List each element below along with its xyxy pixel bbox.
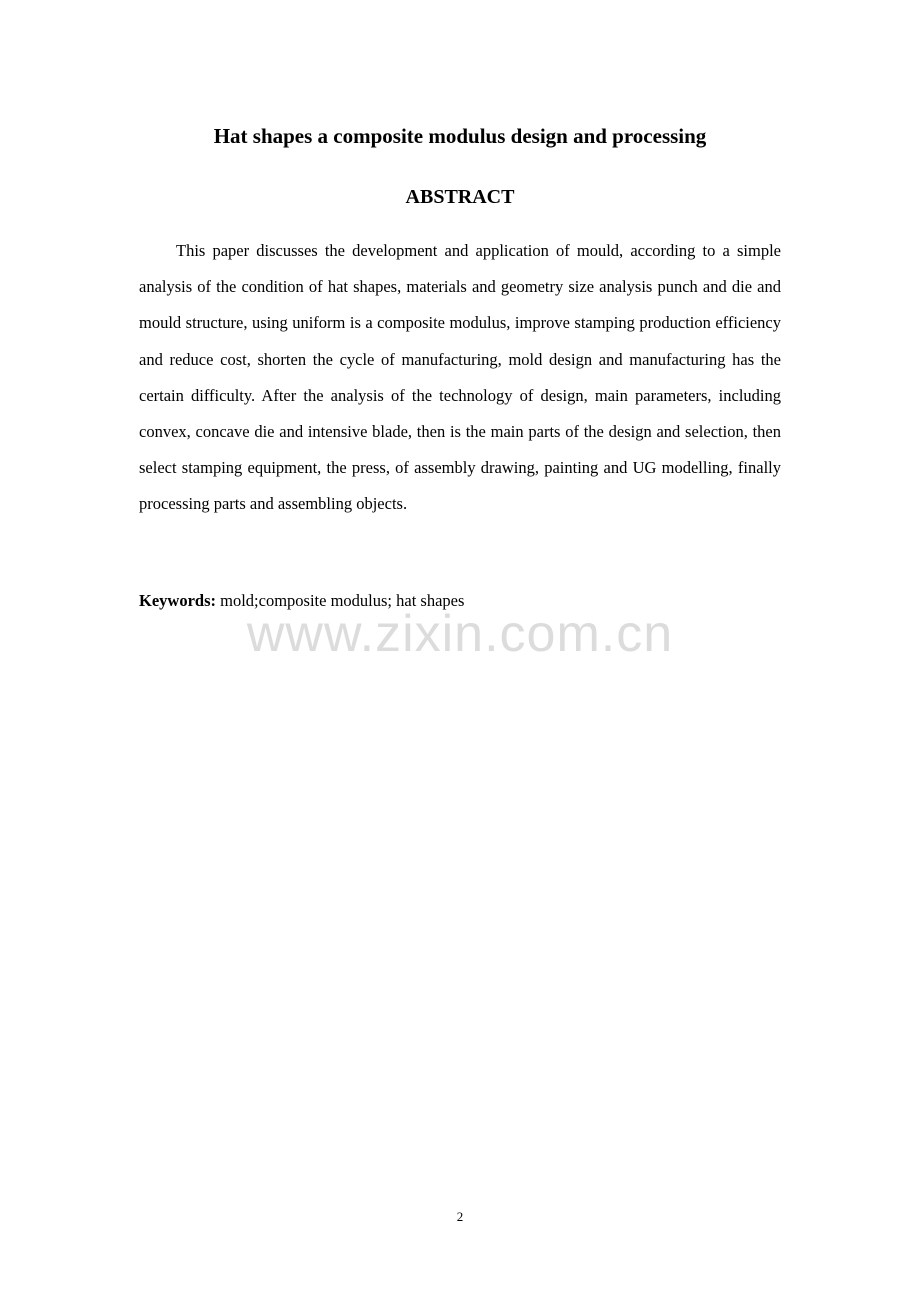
keywords-label: Keywords: bbox=[139, 591, 216, 610]
abstract-paragraph: This paper discusses the development and application of mould, according to a simple analysis of the condition of hat shapes, materials and geometry size analysis punch and die and mould structure, using uniform is a composite modulus, improve stamping production efficiency and reduce cost, shorten the cycle of manufacturing, mold design and manufacturing has the certain difficulty. After the analysis of the technology of design, main parameters, including convex, concave die and intensive blade, then is the main parts of the design and selection, then select stamping equipment, the press, of assembly drawing, painting and UG modelling, finally processing parts and assembling objects. bbox=[139, 241, 781, 514]
paper-title: Hat shapes a composite modulus design and processing bbox=[213, 124, 707, 148]
keywords-value: mold;composite modulus; hat shapes bbox=[216, 591, 465, 610]
page-number: 2 bbox=[456, 1209, 464, 1224]
watermark-text: www.zixin.com.cn bbox=[246, 605, 674, 663]
abstract-heading: ABSTRACT bbox=[405, 186, 515, 208]
